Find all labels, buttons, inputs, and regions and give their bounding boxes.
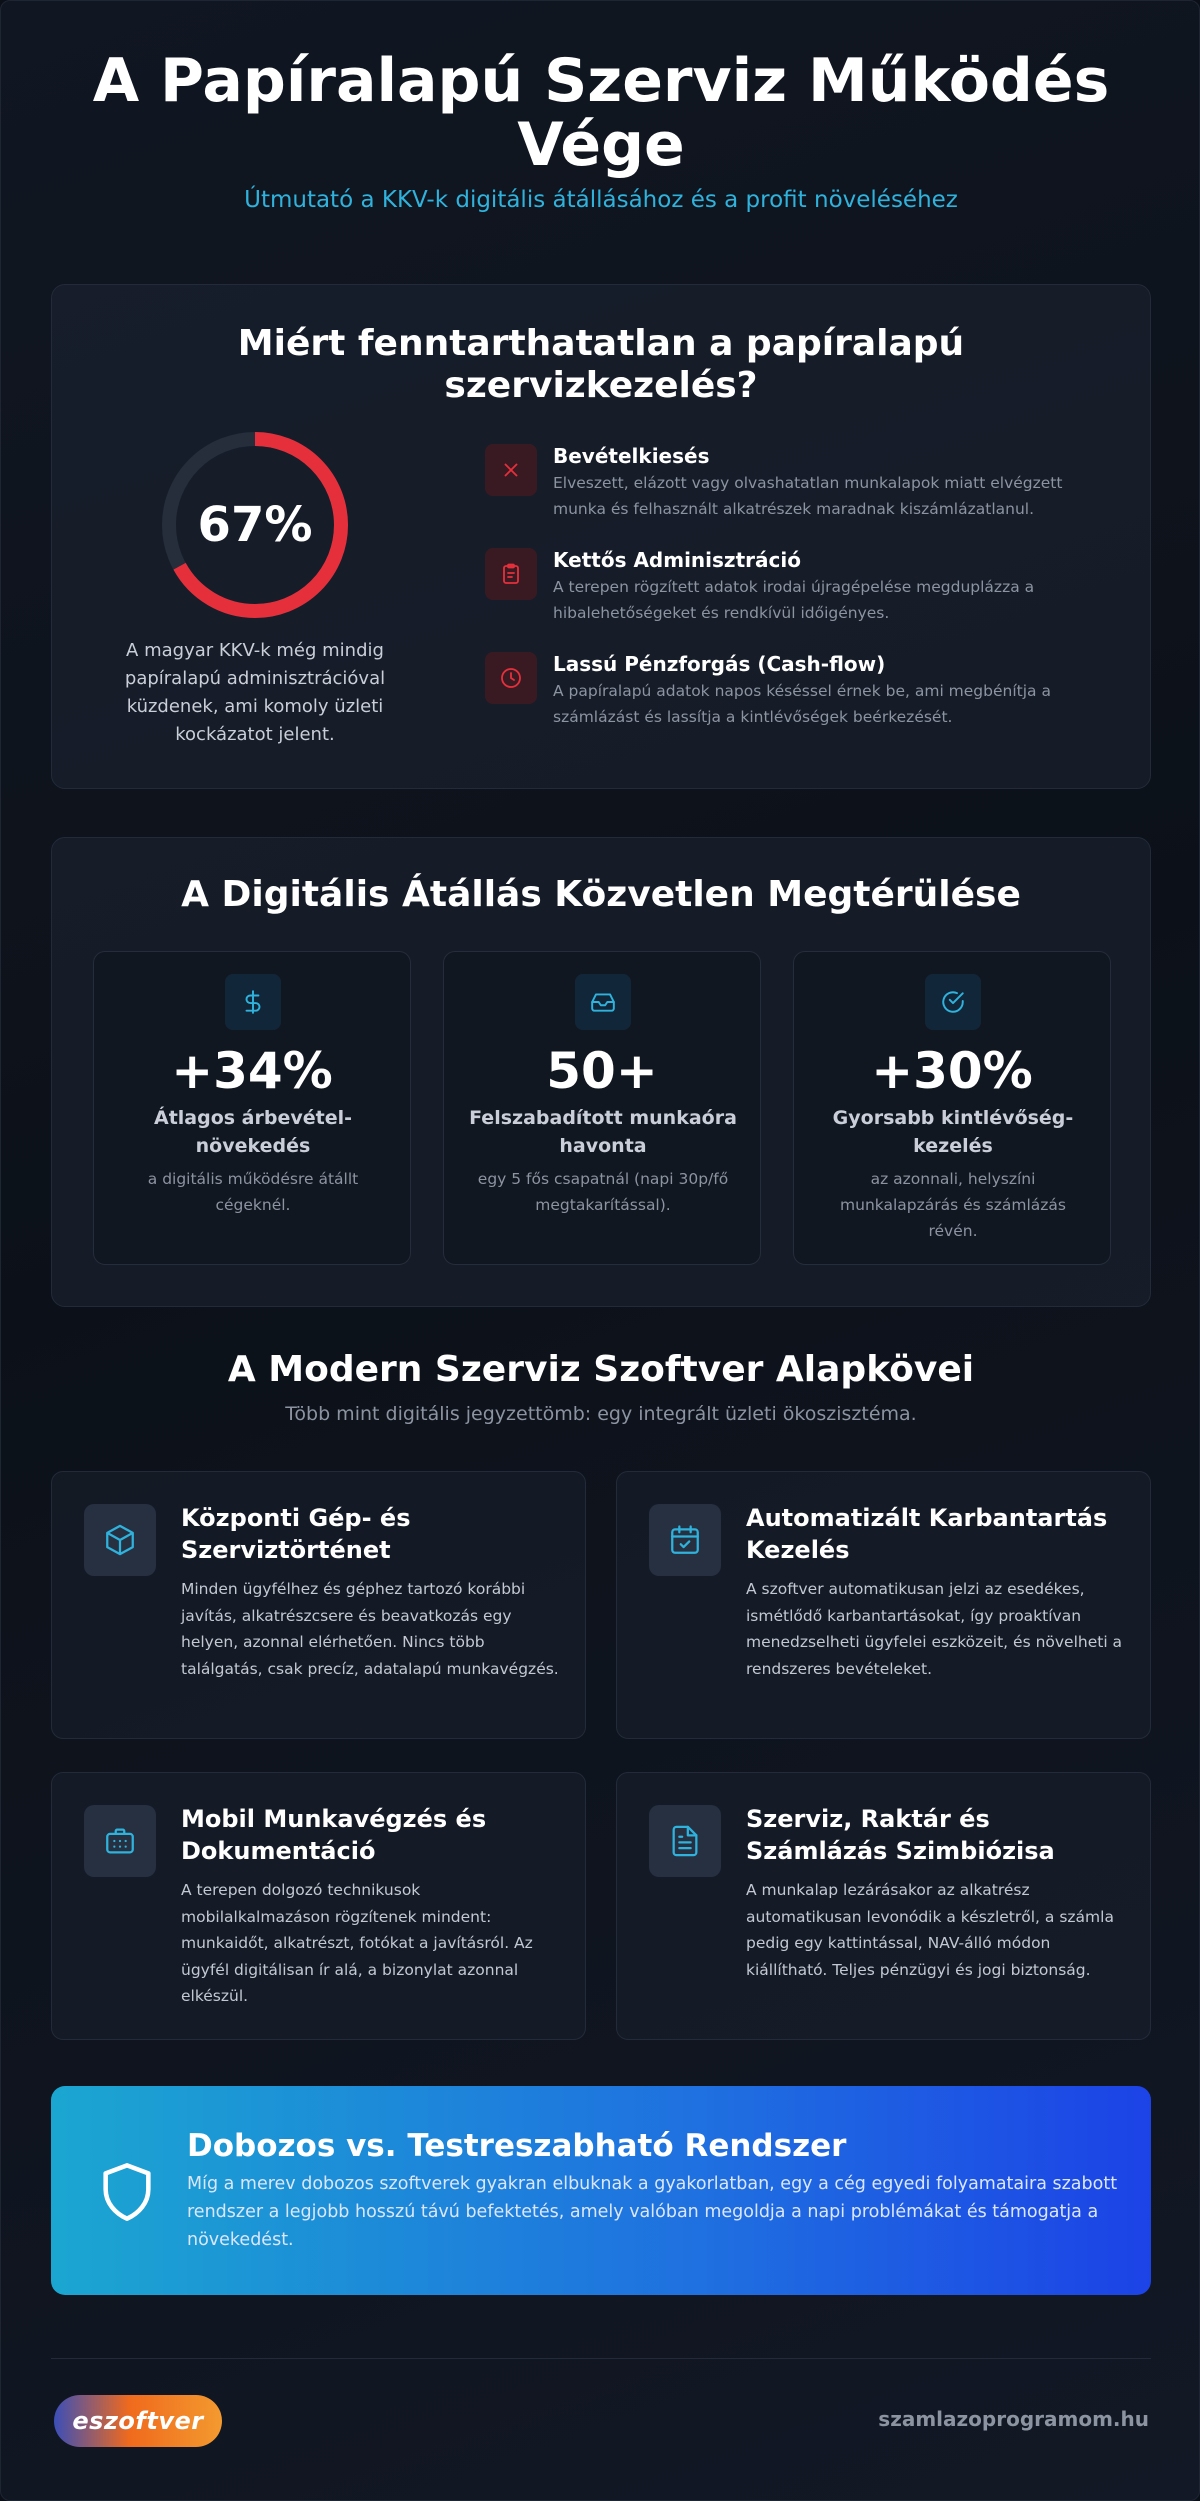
feature-card <box>51 1772 586 2040</box>
problem-title: Lassú Pénzforgás (Cash-flow) <box>553 652 886 676</box>
eszoftver-logo[interactable] <box>54 2395 222 2447</box>
roi-stat-desc: a digitális működésre átállt cégeknél. <box>147 1170 359 1214</box>
inbox-icon <box>575 974 631 1030</box>
feature-title: Mobil Munkavégzés és Dokumentáció <box>181 1805 487 1865</box>
check-circle-icon <box>925 974 981 1030</box>
problems-title: Miért fenntarthatatlan a papíralapú szervizkezelés? <box>237 323 965 406</box>
problem-text: A terepen rögzített adatok irodai újragépelése megduplázza a hibalehetőségeket és rendkívül időigényes. <box>553 578 1035 622</box>
roi-stat-desc: egy 5 fős csapatnál (napi 30p/fő megtakarítással). <box>477 1170 729 1214</box>
x-icon <box>485 444 537 496</box>
footer-divider <box>51 2358 1151 2359</box>
roi-stat-card <box>93 951 411 1265</box>
dollar-icon <box>225 974 281 1030</box>
donut-caption: A magyar KKV-k még mindig papíralapú adminisztrációval küzdenek, ami komoly üzleti kockázatot jelent. <box>124 640 386 745</box>
feature-text: A terepen dolgozó technikusok mobilalkalmazáson rögzítenek mindent: munkaidőt, alkatrészt, fotókat a javításról. Az ügyfél digitálisan ír alá, a bizonylat azonnal elkészül. <box>181 1881 533 2005</box>
feature-title: Központi Gép- és Szerviztörténet <box>181 1504 411 1564</box>
logo-text: eszoftver <box>72 2407 204 2435</box>
roi-title: A Digitális Átállás Közvetlen Megtérülése <box>181 874 1021 915</box>
roi-stat-label: Átlagos árbevétel-növekedés <box>153 1107 352 1157</box>
feature-title: Szerviz, Raktár és Számlázás Szimbiózisa <box>746 1805 1055 1865</box>
problem-title: Kettős Adminisztráció <box>553 548 801 572</box>
pillars-subtitle: Több mint digitális jegyzettömb: egy integrált üzleti ökoszisztéma. <box>285 1403 917 1425</box>
feature-card <box>616 1772 1151 2040</box>
comparison-banner <box>51 2086 1151 2295</box>
clock-icon <box>485 652 537 704</box>
toolbox-icon <box>84 1805 156 1877</box>
roi-stat-desc: az azonnali, helyszíni munkalapzárás és számlázás révén. <box>840 1170 1066 1240</box>
feature-text: A szoftver automatikusan jelzi az esedékes, ismétlődő karbantartásokat, így proaktívan menedzselheti ügyfelei eszközeit, és növelheti a rendszeres bevételeket. <box>746 1580 1123 1678</box>
problem-text: A papíralapú adatok napos késéssel érnek be, ami megbénítja a számlázást és lassítja a kintlévőségek beérkezését. <box>553 682 1051 726</box>
cube-icon <box>84 1504 156 1576</box>
feature-title: Automatizált Karbantartás Kezelés <box>746 1504 1108 1564</box>
roi-stat-value: 50+ <box>546 1042 658 1100</box>
problems-section <box>51 284 1151 789</box>
roi-stat-label: Gyorsabb kintlévőség-kezelés <box>832 1107 1074 1157</box>
roi-section <box>51 837 1151 1307</box>
roi-stat-card <box>793 951 1111 1265</box>
feature-card <box>51 1471 586 1739</box>
roi-stat-value: +30% <box>871 1042 1033 1100</box>
problem-title: Bevételkiesés <box>553 444 710 468</box>
pillars-title: A Modern Szerviz Szoftver Alapkövei <box>227 1349 975 1390</box>
problem-text: Elveszett, elázott vagy olvashatatlan munkalapok miatt elvégzett munka és felhasznált alkatrészek maradnak kiszámlázatlanul. <box>553 474 1063 518</box>
banner-title: Dobozos vs. Testreszabható Rendszer <box>187 2128 847 2164</box>
roi-stat-card <box>443 951 761 1265</box>
donut-value: 67% <box>197 497 313 553</box>
clipboard-icon <box>485 548 537 600</box>
roi-stat-value: +34% <box>171 1042 333 1100</box>
document-icon <box>649 1805 721 1877</box>
roi-stat-label: Felszabadított munkaóra havonta <box>469 1107 737 1157</box>
feature-text: A munkalap lezárásakor az alkatrész automatikusan levonódik a készletről, a számla pedig egy kattintással, NAV-álló módon kiállítható. Teljes pénzügyi és jogi biztonság. <box>746 1881 1114 1979</box>
shield-icon <box>95 2160 159 2224</box>
calendar-check-icon <box>649 1504 721 1576</box>
feature-text: Minden ügyfélhez és géphez tartozó korábbi javítás, alkatrészcsere és beavatkozás egy helyen, azonnal elérhetően. Nincs több találgatás, csak precíz, adatalapú munkavégzés. <box>181 1580 559 1678</box>
website-link[interactable]: szamlazoprogramom.hu <box>878 2407 1149 2431</box>
banner-text: Míg a merev dobozos szoftverek gyakran elbuknak a gyakorlatban, egy a cég egyedi folyamataira szabott rendszer a legjobb hosszú távú befektetés, amely valóban megoldja a napi problémákat és támogatja a növekedést. <box>187 2174 1118 2250</box>
page-title: A Papíralapú Szerviz Működés Vége <box>92 46 1110 180</box>
feature-card <box>616 1471 1151 1739</box>
page-subtitle: Útmutató a KKV-k digitális átállásához és a profit növeléséhez <box>244 187 958 213</box>
